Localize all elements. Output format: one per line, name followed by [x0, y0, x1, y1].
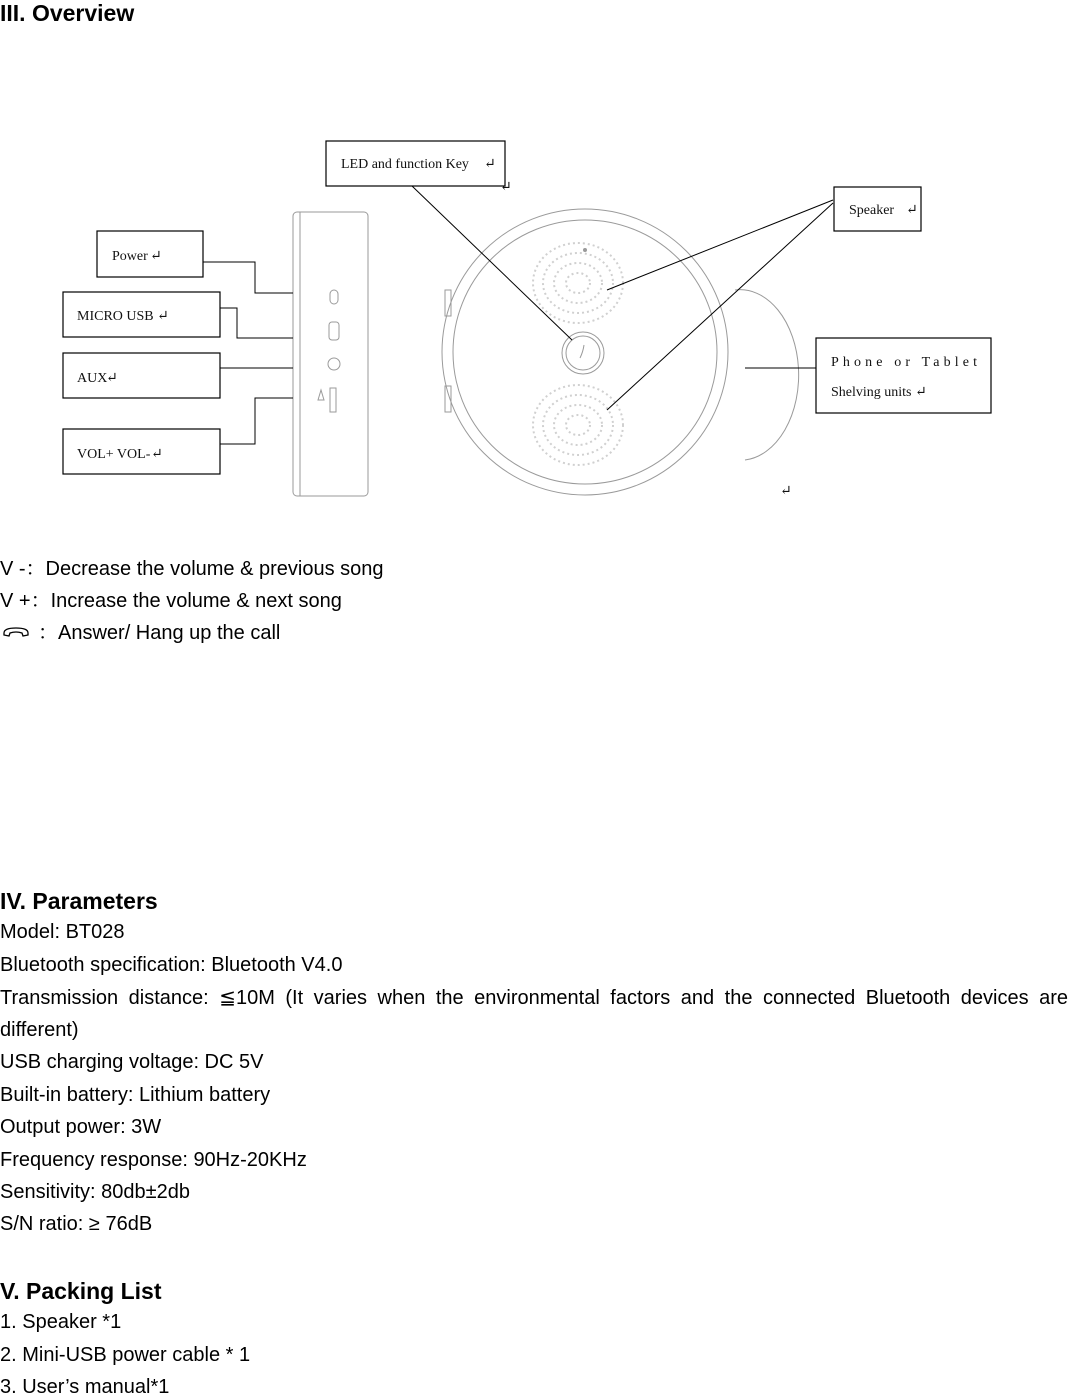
param-distance: Transmission distance: ≦10M (It varies when the environmental factors and the connected Bluetooth devices are different)	[0, 987, 1068, 1041]
svg-text:↵: ↵	[151, 447, 163, 462]
parameters-heading: IV. Parameters	[0, 888, 158, 914]
label-micro-usb	[63, 292, 220, 337]
packing-item-cable: 2. Mini-USB power cable * 1	[0, 1344, 251, 1366]
control-vol-down: V -：Decrease the volume & previous song	[0, 558, 384, 580]
label-aux-text: AUX	[77, 371, 108, 386]
param-output-power: Output power: 3W	[0, 1116, 162, 1138]
svg-text:↵: ↵	[150, 249, 162, 264]
label-vol-text: VOL+ VOL-	[77, 447, 151, 462]
speaker-grille-bottom	[533, 385, 623, 465]
param-sn-ratio: S/N ratio: ≥ 76dB	[0, 1213, 153, 1235]
label-phone-text-line1: Phone or Tablet	[831, 355, 977, 370]
param-bluetooth: Bluetooth specification: Bluetooth V4.0	[0, 954, 343, 976]
label-power	[97, 231, 203, 277]
param-model: Model: BT028	[0, 921, 125, 943]
label-phone-text-line2: Shelving units	[831, 385, 912, 400]
label-micro-usb-text: MICRO USB	[77, 309, 154, 324]
label-aux	[63, 353, 220, 398]
svg-text:↵: ↵	[500, 180, 512, 195]
label-speaker-text: Speaker	[849, 203, 895, 218]
packing-heading: V. Packing List	[0, 1278, 162, 1304]
svg-text:↵: ↵	[915, 385, 927, 400]
front-view	[442, 209, 799, 495]
product-diagram	[0, 120, 1068, 520]
label-power-text: Power	[112, 249, 148, 264]
packing-item-manual: 3. User’s manual*1	[0, 1376, 170, 1398]
label-led-text: LED and function Key	[341, 157, 469, 172]
control-call-text: ：Answer/ Hang up the call	[38, 622, 281, 644]
label-led	[326, 141, 512, 195]
function-key-icon	[562, 332, 604, 374]
param-battery: Built-in battery: Lithium battery	[0, 1084, 271, 1106]
svg-text:↵: ↵	[106, 371, 118, 386]
svg-text:↵: ↵	[484, 157, 496, 172]
svg-text:↵: ↵	[906, 203, 918, 218]
speaker-grille-top	[533, 243, 623, 323]
phone-handset-icon	[0, 624, 38, 644]
svg-text:↵: ↵	[157, 309, 169, 324]
side-view	[293, 212, 368, 496]
param-usb-voltage: USB charging voltage: DC 5V	[0, 1051, 264, 1073]
svg-text:↵: ↵	[780, 484, 792, 499]
param-frequency: Frequency response: 90Hz-20KHz	[0, 1149, 307, 1171]
overview-heading: III. Overview	[0, 0, 135, 26]
control-call	[0, 621, 280, 645]
label-vol	[63, 429, 220, 474]
label-speaker	[834, 187, 921, 231]
param-sensitivity: Sensitivity: 80db±2db	[0, 1181, 190, 1203]
control-vol-up: V +：Increase the volume & next song	[0, 590, 342, 612]
leader-lines	[203, 186, 833, 444]
packing-item-speaker: 1. Speaker *1	[0, 1311, 122, 1333]
label-phone	[816, 338, 991, 413]
